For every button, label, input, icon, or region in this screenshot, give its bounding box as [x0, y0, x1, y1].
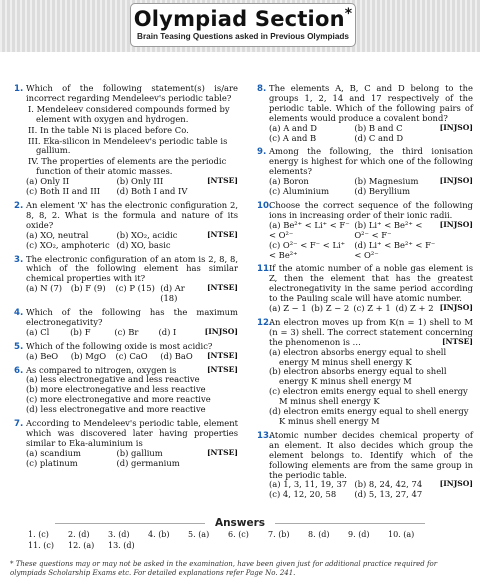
options-group [26, 284, 203, 304]
question-number: 7. [14, 419, 24, 430]
question-stem [26, 84, 238, 104]
question-number: 10. [257, 200, 273, 211]
options-row [26, 328, 238, 338]
question-statement: III. Eka-silicon in Mendeleev's periodic table is gallium. [28, 135, 228, 156]
title-asterisk: * [344, 6, 353, 22]
question-stem [269, 84, 473, 124]
question-stem [269, 431, 473, 481]
answer-entry [228, 530, 268, 539]
question-item [257, 84, 473, 143]
question-number: 13. [257, 430, 273, 441]
answer-option: (a) Boron [269, 176, 309, 187]
question-number: 12. [257, 317, 273, 328]
answer-option: (a) electron absorbs energy equal to shell energy M minus shell energy K [269, 346, 447, 367]
answer-option: (c) 4, 12, 20, 58 [269, 489, 337, 500]
answer-option: (b) Z − 2 [311, 303, 350, 314]
answer-number: 4. [148, 530, 156, 539]
options-row [269, 177, 473, 197]
question-text: The elements A, B, C and D belong to the groups 1, 2, 14 and 17 respectively of the periodic table. Which of the following pairs of elements would produce a covalent bond? [269, 83, 473, 123]
answer-number: 13. [108, 541, 121, 550]
answer-row [28, 530, 468, 539]
answer-option: (b) Only III [116, 176, 164, 187]
answer-option: (a) scandium [26, 447, 81, 458]
answer-number: 9. [348, 530, 356, 539]
answer-value: (c) [238, 530, 249, 539]
question-item [257, 147, 473, 197]
question-text: Which of the following oxide is most acidic? [26, 340, 213, 351]
exam-tag: [NTSE] [206, 364, 238, 374]
question-item [14, 366, 238, 416]
question-stem [269, 147, 473, 177]
answer-number: 11. [28, 541, 41, 550]
answer-value: (d) [78, 530, 90, 539]
answer-entry [348, 530, 388, 539]
answer-option: (d) I [158, 326, 177, 337]
question-item [257, 201, 473, 260]
question-text: An electron moves up from K(n = 1) shell to M (n = 3) shell. The correct statement concerning the phenomenon is … [269, 316, 473, 347]
answer-option: (c) Aluminium [269, 186, 330, 197]
question-number: 11. [257, 264, 273, 275]
answer-option: (c) XO₂, amphoteric [26, 239, 110, 250]
exam-tag: [INJSO] [439, 122, 473, 132]
answer-value: (b) [158, 530, 170, 539]
question-number: 9. [257, 147, 267, 158]
question-text: An element 'X' has the electronic configuration 2, 8, 8, 2. What is the formula and nature of its oxide? [26, 199, 238, 230]
question-text: As compared to nitrogen, oxygen is [26, 364, 177, 375]
question-stem [26, 308, 238, 328]
exam-tag: [INJSO] [439, 219, 473, 229]
options-row [26, 177, 238, 197]
answer-option: (b) F [70, 326, 91, 337]
exam-tag: [INJSO] [439, 176, 473, 186]
answer-option: (a) BeO [26, 350, 59, 361]
answer-option: (d) BaO [160, 350, 193, 361]
answer-option: (c) O²⁻ < F⁻ < Li⁺ < Be²⁺ [269, 239, 346, 260]
answer-value: (a) [403, 530, 415, 539]
answer-row [28, 541, 468, 550]
question-text: Atomic number decides chemical property of an element. It also decides which group the element belongs to. Identify which of the following elements are from the same group in the periodic table. [269, 429, 473, 480]
question-item [257, 264, 473, 314]
exam-tag: [NTSE] [206, 176, 238, 186]
answer-entry [108, 530, 148, 539]
options-group [269, 480, 436, 500]
question-stem [269, 318, 473, 348]
options-row [26, 449, 238, 469]
options-row [269, 304, 473, 314]
options-group [26, 375, 238, 415]
question-text: If the atomic number of a noble gas element is Z, then the element that has the greatest electronegativity in the same period according to the Pauling scale will have atomic number. [269, 263, 473, 304]
answer-option: (b) F (9) [70, 283, 106, 294]
options-row [269, 480, 473, 500]
footnote: * These questions may or may not be asked in the examination, have been given just for additional practice required for olympiads Scholarship Exams etc. For detailed explanations refer Page No. 241. [10, 560, 438, 577]
answer-option: (c) CaO [115, 350, 148, 361]
answer-option: (d) C and D [354, 132, 404, 143]
answer-value: (d) [358, 530, 370, 539]
answer-entry [308, 530, 348, 539]
options-group [269, 304, 436, 314]
answer-option: (a) A and D [269, 122, 318, 133]
question-number: 4. [14, 308, 24, 319]
answer-option: (a) XO, neutral [26, 229, 89, 240]
question-text: Which of the following has the maximum electronegativity? [26, 307, 238, 327]
answers-heading: Answers [0, 517, 480, 529]
exam-tag: [NTSE] [206, 229, 238, 239]
answer-option: (c) more electronegative and more reactive [26, 394, 211, 405]
answer-option: (d) Both I and IV [116, 186, 188, 197]
answer-option: (d) Li⁺ < Be²⁺ < F⁻ < O²⁻ [354, 239, 436, 260]
question-text: Choose the correct sequence of the following ions in increasing order of their ionic radii. [269, 199, 473, 220]
options-group [26, 449, 203, 469]
answer-value: (c) [38, 530, 49, 539]
question-item [14, 255, 238, 305]
answer-option: (a) 1, 3, 11, 19, 37 [269, 479, 348, 490]
question-item [257, 431, 473, 500]
answer-option: (c) platinum [26, 457, 78, 468]
answer-option: (c) Both II and III [26, 186, 101, 197]
exam-tag: [INJSO] [439, 479, 473, 489]
answer-number: 3. [108, 530, 116, 539]
answer-option: (c) electron emits energy equal to shell energy M minus shell energy K [269, 386, 468, 407]
options-row [26, 352, 238, 362]
answer-option: (d) germanium [116, 457, 180, 468]
options-group [269, 221, 436, 261]
question-item [14, 201, 238, 251]
question-number: 2. [14, 200, 24, 211]
answer-option: (a) Only II [26, 176, 70, 187]
answer-option: (b) B and C [354, 122, 403, 133]
answer-entry [28, 541, 68, 550]
exam-tag: [NTSE] [441, 336, 473, 346]
answer-option: (b) gallium [116, 447, 163, 458]
answer-number: 12. [68, 541, 81, 550]
answer-entry [188, 530, 228, 539]
exam-tag: [INJSO] [439, 303, 473, 313]
answer-option: (d) Ar (18) [160, 283, 185, 304]
options-row [269, 124, 473, 144]
question-stem [26, 201, 238, 231]
question-item [14, 308, 238, 338]
answer-entry [68, 541, 108, 550]
options-group [26, 352, 203, 362]
title-box [130, 3, 356, 47]
answer-option: (a) Cl [26, 326, 50, 337]
answer-option: (d) XO, basic [116, 239, 171, 250]
answer-number: 1. [28, 530, 36, 539]
answer-entry [268, 530, 308, 539]
answer-option: (c) Br [114, 326, 139, 337]
answer-entry [108, 541, 148, 550]
answer-entry [148, 530, 188, 539]
answer-option: (d) electron emits energy equal to shell energy K minus shell energy M [269, 406, 469, 426]
answer-value: (d) [118, 530, 130, 539]
question-stem [26, 255, 238, 285]
answer-option: (b) electron absorbs energy equal to shell energy K minus shell energy M [269, 366, 447, 387]
question-statement: II. In the table Ni is placed before Co. [28, 124, 189, 135]
answer-option: (b) Magnesium [354, 176, 419, 187]
options-group [26, 328, 201, 338]
answer-option: (c) P (15) [115, 283, 155, 294]
answer-value: (a) [83, 541, 95, 550]
answer-option: (c) A and B [269, 132, 317, 143]
answer-option: (b) 8, 24, 42, 74 [354, 479, 423, 490]
answer-number: 7. [268, 530, 276, 539]
answer-option: (d) Z + 2 [395, 303, 434, 314]
question-number: 5. [14, 341, 24, 352]
options-group [269, 124, 436, 144]
section-header [0, 0, 480, 52]
question-stem [269, 264, 473, 304]
options-row [26, 284, 238, 304]
question-number: 3. [14, 254, 24, 265]
question-number: 1. [14, 84, 24, 94]
question-number: 6. [14, 365, 24, 376]
exam-tag: [NTSE] [206, 350, 238, 360]
page-subtitle: Brain Teasing Questions asked in Previous Olympiads [137, 32, 349, 41]
answer-value: (c) [43, 541, 55, 550]
answer-entry [28, 530, 68, 539]
answer-key [28, 530, 468, 552]
page-title: Olympiad Section* [133, 6, 353, 31]
answer-number: 6. [228, 530, 236, 539]
answer-option: (d) Beryllium [354, 186, 411, 197]
answer-value: (a) [198, 530, 210, 539]
options-group [26, 231, 203, 251]
answer-number: 8. [308, 530, 316, 539]
question-text: Which of the following statement(s) is/are incorrect regarding Mendeleev's periodic table? [26, 83, 238, 103]
answer-number: 10. [388, 530, 401, 539]
question-statement: I. Mendeleev considered compounds formed by element with oxygen and hydrogen. [28, 103, 230, 124]
answer-entry [68, 530, 108, 539]
question-item [14, 419, 238, 469]
answer-option: (a) N (7) [26, 283, 63, 294]
answer-option: (b) MgO [70, 350, 107, 361]
answer-number: 2. [68, 530, 76, 539]
answer-option: (c) Z + 1 [353, 303, 391, 314]
answer-number: 5. [188, 530, 196, 539]
options-group [26, 177, 203, 197]
question-stem [269, 201, 473, 221]
answer-value: (d) [123, 541, 135, 550]
answer-option: (d) 5, 13, 27, 47 [354, 489, 423, 500]
question-item [14, 342, 238, 362]
exam-tag: [NTSE] [206, 447, 238, 457]
answer-option: (a) Z − 1 [269, 303, 307, 314]
options-row [26, 231, 238, 251]
question-item [14, 84, 238, 197]
exam-tag: [INJSO] [204, 326, 238, 336]
right-question-column [257, 84, 473, 504]
answer-option: (b) XO₂, acidic [116, 229, 178, 240]
answer-option: (b) more electronegative and less reactive [26, 384, 206, 395]
question-text: The electronic configuration of an atom is 2, 8, 8, which of the following element has similar chemical properties with it? [26, 253, 238, 284]
answer-option: (b) Li⁺ < Be²⁺ < O²⁻ < F⁻ [354, 219, 423, 240]
exam-tag: [NTSE] [206, 283, 238, 293]
question-stem [26, 419, 238, 449]
question-text: Among the following, the third ionisation energy is highest for which one of the following elements? [269, 146, 473, 177]
question-number: 8. [257, 84, 267, 94]
answer-option: (a) less electronegative and less reactive [26, 374, 200, 385]
answer-value: (d) [318, 530, 330, 539]
left-question-column [14, 84, 238, 473]
answer-entry [388, 530, 428, 539]
options-group [269, 177, 436, 197]
answer-value: (b) [278, 530, 290, 539]
answer-option: (a) Be²⁺ < Li⁺ < F⁻ < O²⁻ [269, 219, 350, 240]
options-group [269, 348, 473, 427]
answer-option: (d) less electronegative and more reactive [26, 404, 206, 415]
question-text: According to Mendeleev's periodic table, element which was discovered later having properties similar to Eka-aluminium is [26, 418, 238, 448]
question-item [257, 318, 473, 427]
options-row [269, 221, 473, 261]
question-statement: IV. The properties of elements are the periodic function of their atomic masses. [28, 156, 227, 177]
